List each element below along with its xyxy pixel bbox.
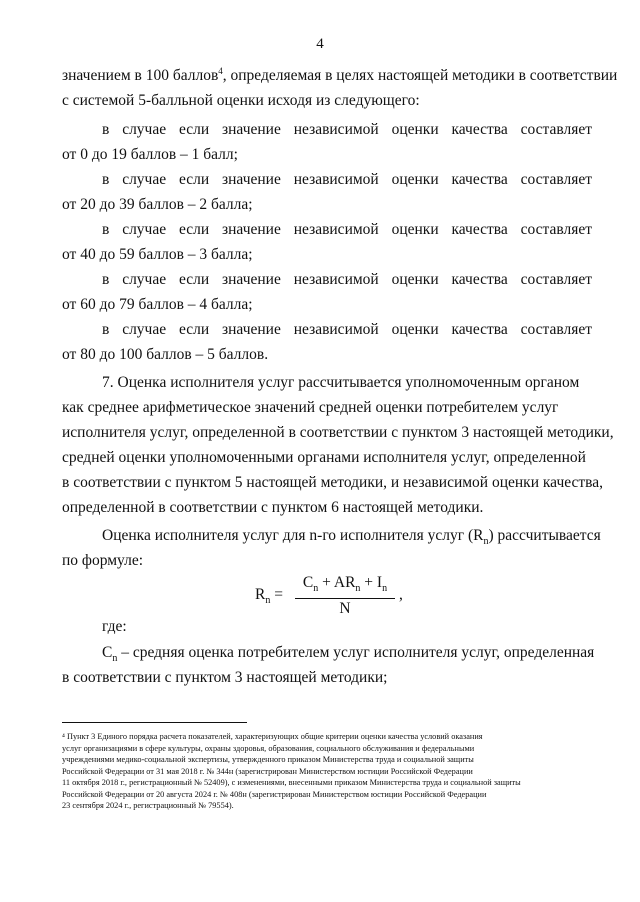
word: качества bbox=[451, 171, 508, 188]
word: качества bbox=[451, 221, 508, 238]
formula-intro-line bbox=[62, 523, 601, 548]
word: случае bbox=[122, 321, 167, 338]
text-run: значением в 100 баллов bbox=[62, 67, 219, 84]
footnote-line: 23 сентября 2024 г., регистрационный № 79554). bbox=[62, 801, 234, 810]
formula-numerator bbox=[295, 574, 395, 595]
definition-line bbox=[62, 640, 595, 665]
footnote-line: 11 октября 2018 г., регистрационный № 52409), с изменениями, внесенными приказом Министерства труда и социальной защиты bbox=[62, 778, 521, 787]
case-words-5 bbox=[102, 317, 592, 342]
word: составляет bbox=[520, 271, 592, 288]
case-1-range: от 0 до 19 баллов – 1 балл; bbox=[62, 146, 238, 163]
fraction-bar bbox=[295, 598, 395, 599]
footnote-line: услуг организациями в сфере культуры, охраны здоровья, образования, социального обслуживания и федеральными bbox=[62, 743, 475, 753]
paragraph-7-line: определенной в соответствии с пунктом 6 настоящей методики. bbox=[62, 499, 484, 516]
word: независимой bbox=[293, 221, 379, 238]
word: если bbox=[178, 121, 210, 138]
word: качества bbox=[451, 321, 508, 338]
word: случае bbox=[122, 271, 167, 288]
word: если bbox=[178, 221, 210, 238]
footnote-ref: 4 bbox=[218, 65, 223, 76]
formula-denominator: N bbox=[339, 600, 351, 617]
word: если bbox=[178, 271, 210, 288]
word: независимой bbox=[293, 271, 379, 288]
case-line bbox=[62, 267, 592, 292]
text-run: Оценка исполнителя услуг для n-го исполнителя услуг (R bbox=[102, 527, 484, 544]
word: независимой bbox=[293, 171, 379, 188]
word: в bbox=[102, 321, 110, 338]
word: случае bbox=[122, 221, 167, 238]
symbol: + I bbox=[360, 574, 383, 591]
word: независимой bbox=[293, 321, 379, 338]
word: оценки bbox=[391, 171, 439, 188]
text-run bbox=[102, 523, 601, 548]
page-number: 4 bbox=[316, 36, 324, 52]
footnote-line: учреждениями медико-социальной экспертизы, утвержденного приказом Министерства труда и социальной защиты bbox=[62, 755, 474, 764]
case-line bbox=[62, 117, 592, 142]
equals-sign: = bbox=[270, 586, 283, 603]
paragraph-line bbox=[62, 63, 618, 88]
case-words-1 bbox=[102, 117, 592, 142]
subscript: n bbox=[382, 583, 388, 595]
footnote bbox=[62, 731, 592, 812]
text-run: 7. Оценка исполнителя услуг рассчитывается уполномоченным органом bbox=[102, 374, 580, 391]
case-line bbox=[62, 217, 592, 242]
formula-comma: , bbox=[399, 586, 403, 603]
case-4-range: от 60 до 79 баллов – 4 балла; bbox=[62, 296, 253, 313]
paragraph-7-line: исполнителя услуг, определенной в соответствии с пунктом 3 настоящей методики, bbox=[62, 424, 614, 441]
word: оценки bbox=[391, 271, 439, 288]
formula-lhs bbox=[255, 586, 283, 607]
definition-line: в соответствии с пунктом 3 настоящей методики; bbox=[62, 669, 388, 686]
word: составляет bbox=[520, 171, 592, 188]
symbol: C bbox=[302, 574, 314, 591]
footnote-line: ⁴ Пункт 3 Единого порядка расчета показателей, характеризующих общие критерии оценки качества условий оказания bbox=[62, 732, 483, 741]
word: оценки bbox=[391, 221, 439, 238]
word: в bbox=[102, 121, 110, 138]
case-words-3 bbox=[102, 217, 592, 242]
subscript: n bbox=[483, 536, 489, 548]
symbol: R bbox=[255, 586, 266, 603]
case-line bbox=[62, 167, 592, 192]
symbol: C bbox=[102, 644, 113, 661]
word: независимой bbox=[293, 121, 379, 138]
word: значение bbox=[222, 171, 281, 188]
case-words-2 bbox=[102, 167, 592, 192]
word: оценки bbox=[391, 321, 439, 338]
word: значение bbox=[222, 221, 281, 238]
paragraph-7-line: в соответствии с пунктом 5 настоящей методики, и независимой оценки качества, bbox=[62, 474, 604, 491]
word: составляет bbox=[520, 121, 592, 138]
paragraph-7-line bbox=[62, 370, 592, 395]
text-run: , определяемая в целях настоящей методики в соответствии bbox=[222, 67, 618, 84]
word: если bbox=[178, 171, 210, 188]
word: значение bbox=[222, 271, 281, 288]
subscript: n bbox=[112, 653, 118, 665]
footnote-line: Российской Федерации от 20 августа 2024 г. № 408н (зарегистрирован Министерством юстиции Российской Федерации bbox=[62, 789, 487, 799]
case-words-4 bbox=[102, 267, 592, 292]
where-line bbox=[62, 614, 592, 639]
case-2-range: от 20 до 39 баллов – 2 балла; bbox=[62, 196, 253, 213]
word: оценки bbox=[391, 121, 439, 138]
word: составляет bbox=[520, 221, 592, 238]
word: в bbox=[102, 171, 110, 188]
text-run: где: bbox=[102, 618, 127, 635]
footnote-line: Российской Федерации от 31 мая 2018 г. № 344н (зарегистрирован Министерством юстиции Российской Федерации bbox=[62, 766, 473, 776]
word: случае bbox=[122, 171, 167, 188]
word: в bbox=[102, 271, 110, 288]
paragraph-line: с системой 5-балльной оценки исходя из следующего: bbox=[62, 92, 420, 109]
case-3-range: от 40 до 59 баллов – 3 балла; bbox=[62, 246, 253, 263]
word: если bbox=[178, 321, 210, 338]
paragraph-7-line: средней оценки уполномоченными органами исполнителя услуг, определенной bbox=[62, 449, 586, 466]
text-run: – средняя оценка потребителем услуг исполнителя услуг, определенная bbox=[117, 644, 595, 661]
text-run: ) рассчитывается bbox=[488, 527, 601, 544]
case-line bbox=[62, 317, 592, 342]
subscript: n bbox=[355, 583, 361, 595]
text-run bbox=[102, 640, 595, 665]
word: составляет bbox=[520, 321, 592, 338]
word: значение bbox=[222, 121, 281, 138]
word: случае bbox=[122, 121, 167, 138]
formula-intro-line: по формуле: bbox=[62, 552, 144, 569]
subscript: n bbox=[265, 595, 271, 607]
word: значение bbox=[222, 321, 281, 338]
footnote-separator bbox=[62, 722, 247, 723]
word: в bbox=[102, 221, 110, 238]
subscript: n bbox=[313, 583, 319, 595]
case-5-range: от 80 до 100 баллов – 5 баллов. bbox=[62, 346, 269, 363]
paragraph-7-line: как среднее арифметическое значений средней оценки потребителем услуг bbox=[62, 399, 559, 416]
symbol: + AR bbox=[318, 574, 356, 591]
word: качества bbox=[451, 271, 508, 288]
word: качества bbox=[451, 121, 508, 138]
